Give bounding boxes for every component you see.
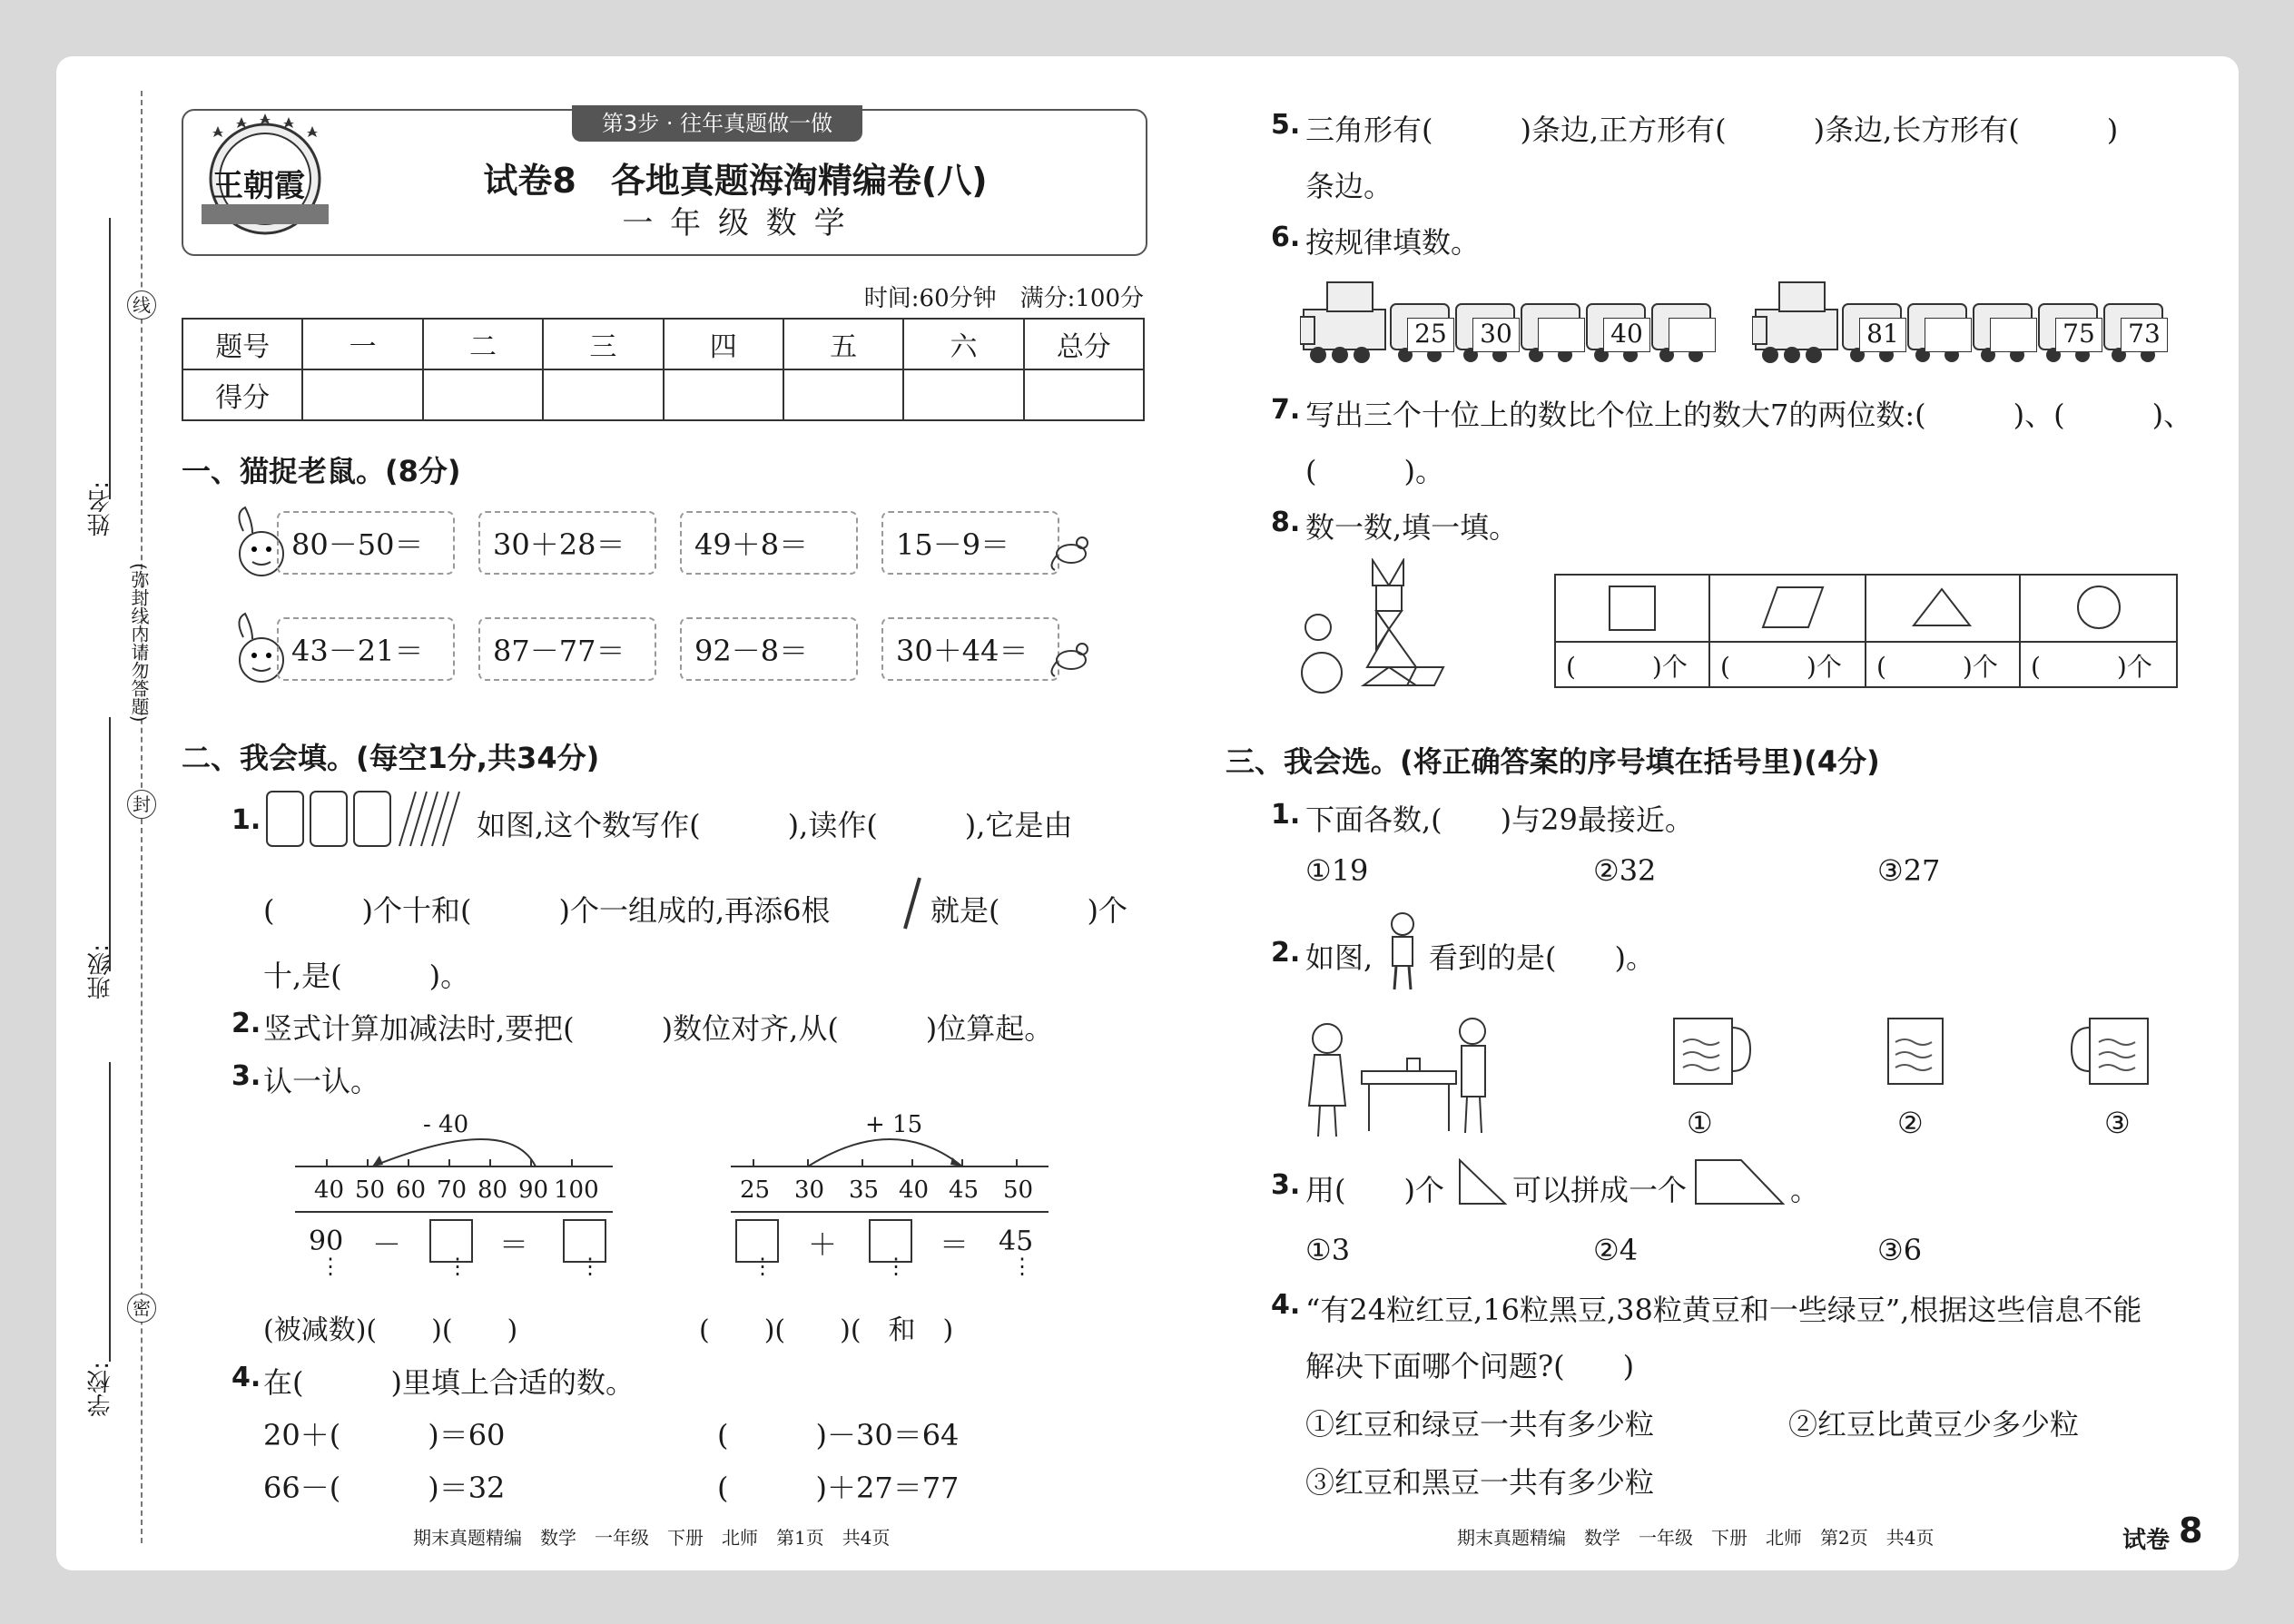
- score-input-cell[interactable]: [423, 369, 543, 420]
- divider: [1708, 574, 1710, 686]
- question-number: 2.: [231, 1008, 261, 1039]
- option[interactable]: ②32: [1593, 853, 1657, 888]
- paper-badge-label: 试卷: [2122, 1527, 2171, 1554]
- school-field[interactable]: [109, 1062, 111, 1362]
- expr-box[interactable]: 15－9＝: [881, 511, 1059, 575]
- count-answer[interactable]: ( )个: [1876, 652, 1998, 682]
- score-header-cell: 题号: [182, 319, 302, 369]
- arc-label: - 40: [423, 1111, 469, 1138]
- tick-label: 25: [740, 1176, 771, 1204]
- score-header-cell: 一: [302, 319, 422, 369]
- paper-title: 试卷8 各地真题海淘精编卷(八): [483, 161, 988, 201]
- score-header-cell: 二: [423, 319, 543, 369]
- score-input-cell[interactable]: [783, 369, 903, 420]
- question-number: 6.: [1271, 221, 1301, 253]
- tick-label: 50: [355, 1176, 386, 1204]
- option[interactable]: ①红豆和绿豆一共有多少粒: [1305, 1407, 1655, 1442]
- parallelogram-icon: [1761, 586, 1825, 631]
- expr-box[interactable]: 87－77＝: [478, 617, 656, 681]
- question-number: 1.: [231, 804, 261, 836]
- expr-box[interactable]: 43－21＝: [277, 617, 455, 681]
- option[interactable]: ③27: [1877, 853, 1941, 888]
- score-input-cell[interactable]: [1024, 369, 1144, 420]
- class-field[interactable]: [109, 717, 111, 971]
- paper-subtitle: 一 年 级 数 学: [622, 205, 849, 241]
- score-row-label: 得分: [182, 369, 302, 420]
- count-answer[interactable]: ( )个: [1720, 652, 1842, 682]
- class-label: 班级:: [87, 944, 114, 999]
- minus-sign: －: [372, 1227, 402, 1262]
- seal-mark-seal: 封: [127, 790, 156, 819]
- train-car-number: 25: [1407, 318, 1454, 352]
- dots: ⋮: [752, 1254, 773, 1279]
- option[interactable]: ③6: [1877, 1233, 1923, 1267]
- school-label: 学校:: [87, 1362, 114, 1417]
- arc-label: + 15: [865, 1111, 923, 1138]
- section1-title: 一、猫捉老鼠。(8分): [182, 454, 461, 488]
- option[interactable]: ③: [2104, 1106, 2131, 1140]
- s3q3-text-b: 可以拼成一个: [1512, 1173, 1688, 1207]
- option[interactable]: ②红豆比黄豆少多少粒: [1788, 1407, 2080, 1442]
- question-number: 3.: [231, 1060, 261, 1092]
- tick-label: 60: [396, 1176, 427, 1204]
- option[interactable]: ①: [1687, 1106, 1713, 1140]
- s3q4-line1: “有24粒红豆,16粒黑豆,38粒黄豆和一些绿豆”,根据这些信息不能: [1305, 1293, 2142, 1327]
- score-input-cell[interactable]: [302, 369, 422, 420]
- trapezoid-icon: [1694, 1158, 1785, 1206]
- tick-label: 40: [314, 1176, 345, 1204]
- q5-line2: 条边。: [1305, 169, 1393, 203]
- count-answer[interactable]: ( )个: [2031, 652, 2152, 682]
- plus-sign: ＋: [808, 1227, 838, 1262]
- train-car-number: 73: [2121, 318, 2168, 352]
- equals-sign: ＝: [940, 1227, 970, 1262]
- train-car-blank[interactable]: [1669, 318, 1716, 352]
- expr-box[interactable]: 49＋8＝: [680, 511, 858, 575]
- s3q2-text-a: 如图,: [1305, 940, 1373, 975]
- question-number: 4.: [231, 1362, 261, 1393]
- expr-box[interactable]: 92－8＝: [680, 617, 858, 681]
- q6-text: 按规律填数。: [1305, 225, 1481, 260]
- score-input-cell[interactable]: [543, 369, 663, 420]
- paper-badge-number: 8: [2179, 1511, 2203, 1550]
- logo-text: 王朝霞: [212, 168, 305, 204]
- train-car-blank[interactable]: [1538, 318, 1585, 352]
- dots: ⋮: [579, 1254, 601, 1279]
- tick-label: 80: [478, 1176, 508, 1204]
- q1-line2: ( )个十和( )个一组成的,再添6根: [263, 893, 831, 928]
- s3q4-line2: 解决下面哪个问题?( ): [1305, 1349, 1635, 1383]
- divider: [731, 1211, 1049, 1213]
- tick-label: 50: [1003, 1176, 1034, 1204]
- option[interactable]: ③红豆和黑豆一共有多少粒: [1305, 1465, 1655, 1500]
- fill-item[interactable]: 20＋( )＝60: [263, 1418, 506, 1452]
- tick-label: 35: [849, 1176, 880, 1204]
- question-number: 8.: [1271, 507, 1301, 538]
- seal-mark-dense: 密: [127, 1294, 156, 1323]
- score-header-cell: 总分: [1024, 319, 1144, 369]
- train-car-number: 81: [1859, 318, 1906, 352]
- fill-item[interactable]: ( )＋27＝77: [717, 1471, 960, 1505]
- option[interactable]: ①3: [1305, 1233, 1351, 1267]
- dots: ⋮: [320, 1254, 341, 1279]
- s3q3-text-c: 。: [1790, 1173, 1820, 1207]
- tick-label: 45: [949, 1176, 980, 1204]
- square-icon: [1609, 586, 1656, 631]
- mouse-icon: [1044, 633, 1098, 678]
- footer-left: 期末真题精编 数学 一年级 下册 北师 第1页 共4页: [413, 1527, 891, 1549]
- dots: ⋮: [447, 1254, 468, 1279]
- q7-line1: 写出三个十位上的数比个位上的数大7的两位数:( )、( )、: [1305, 398, 2193, 432]
- question-number: 1.: [1271, 799, 1301, 831]
- cup-option-2[interactable]: [1885, 1015, 1948, 1088]
- cup-option-1[interactable]: [1670, 1015, 1752, 1088]
- score-header-cell: 六: [903, 319, 1023, 369]
- fill-item[interactable]: ( )－30＝64: [717, 1418, 960, 1452]
- q7-line2: ( )。: [1305, 454, 1444, 488]
- divider: [2019, 574, 2021, 686]
- time-info: 时间:60分钟 满分:100分: [863, 285, 1144, 312]
- question-number: 4.: [1271, 1289, 1301, 1321]
- divider: [1865, 574, 1866, 686]
- fill-item[interactable]: 66－( )＝32: [263, 1471, 506, 1505]
- expr-box[interactable]: 30＋44＝: [881, 617, 1059, 681]
- option[interactable]: ②: [1897, 1106, 1924, 1140]
- score-table: [182, 318, 1145, 421]
- score-header-cell: 三: [543, 319, 663, 369]
- name-label: 姓名:: [87, 481, 114, 536]
- tick-label: 40: [899, 1176, 930, 1204]
- tangram-figure: [1298, 558, 1498, 694]
- q1-line1: 如图,这个数写作( ),读作( ),它是由: [477, 808, 1073, 842]
- option[interactable]: ①19: [1305, 853, 1369, 888]
- publisher-logo: [192, 113, 338, 250]
- triangle-icon: [1910, 586, 1974, 631]
- right-triangle-icon: [1458, 1158, 1507, 1206]
- section3-title: 三、我会选。(将正确答案的序号填在括号里)(4分): [1226, 744, 1880, 779]
- q8-text: 数一数,填一填。: [1305, 510, 1519, 545]
- s3q2-text-b: 看到的是( )。: [1429, 940, 1655, 975]
- train-car-blank[interactable]: [1990, 318, 2037, 352]
- boy-icon: [1382, 910, 1423, 993]
- step-badge: 第3步 · 往年真题做一做: [572, 105, 862, 142]
- sticks-bundle-icon: [263, 782, 472, 855]
- expr-box[interactable]: 30＋28＝: [478, 511, 656, 575]
- train-car-number: 30: [1472, 318, 1520, 352]
- question-number: 3.: [1271, 1169, 1301, 1201]
- train-car-blank[interactable]: [1925, 318, 1972, 352]
- score-header-cell: 五: [783, 319, 903, 369]
- footer-right: 期末真题精编 数学 一年级 下册 北师 第2页 共4页: [1457, 1527, 1935, 1549]
- circle-icon: [2077, 586, 2121, 629]
- seal-warning: (弥封线内请勿答题): [128, 563, 150, 723]
- expr-box[interactable]: 80－50＝: [277, 511, 455, 575]
- train-car-number: 40: [1603, 318, 1650, 352]
- q1-line3: 十,是( )。: [263, 959, 470, 993]
- question-number: 2.: [1271, 937, 1301, 969]
- question-number: 7.: [1271, 394, 1301, 426]
- s3q3-text-a: 用( )个: [1305, 1173, 1444, 1207]
- q1-line2b: 就是( )个: [930, 893, 1127, 928]
- train-car-number: 75: [2055, 318, 2102, 352]
- stick-icon: [901, 876, 923, 930]
- divider: [295, 1211, 613, 1213]
- tick-label: 100: [554, 1176, 599, 1204]
- q2-text: 竖式计算加减法时,要把( )数位对齐,从( )位算起。: [263, 1011, 1054, 1046]
- q3-text: 认一认。: [263, 1064, 380, 1098]
- tick-label: 30: [794, 1176, 825, 1204]
- section2-title: 二、我会填。(每空1分,共34分): [182, 741, 600, 775]
- option[interactable]: ②4: [1593, 1233, 1639, 1267]
- equation-value: 90: [309, 1225, 344, 1257]
- equation-labels-2: ( )( )( 和 ): [699, 1314, 954, 1346]
- tick-label: 90: [518, 1176, 549, 1204]
- q4-text: 在( )里填上合适的数。: [263, 1365, 635, 1400]
- tick-label: 70: [437, 1176, 468, 1204]
- seal-mark-line: 线: [127, 290, 156, 320]
- score-input-cell[interactable]: [903, 369, 1023, 420]
- name-field[interactable]: [109, 218, 111, 499]
- equation-value: 45: [999, 1225, 1034, 1257]
- score-header-cell: 四: [664, 319, 783, 369]
- dots: ⋮: [1011, 1254, 1033, 1279]
- score-input-cell[interactable]: [664, 369, 783, 420]
- scene-kids-table: [1300, 1015, 1491, 1142]
- cup-option-3[interactable]: [2070, 1015, 2151, 1088]
- question-number: 5.: [1271, 109, 1301, 141]
- q5-line1: 三角形有( )条边,正方形有( )条边,长方形有( ): [1305, 113, 2119, 147]
- mouse-icon: [1044, 527, 1098, 572]
- count-answer[interactable]: ( )个: [1566, 652, 1688, 682]
- equation-labels-1: (被减数)( )( ): [263, 1314, 518, 1346]
- s3q1-text: 下面各数,( )与29最接近。: [1305, 802, 1694, 837]
- equals-sign: ＝: [499, 1227, 529, 1262]
- dots: ⋮: [885, 1254, 907, 1279]
